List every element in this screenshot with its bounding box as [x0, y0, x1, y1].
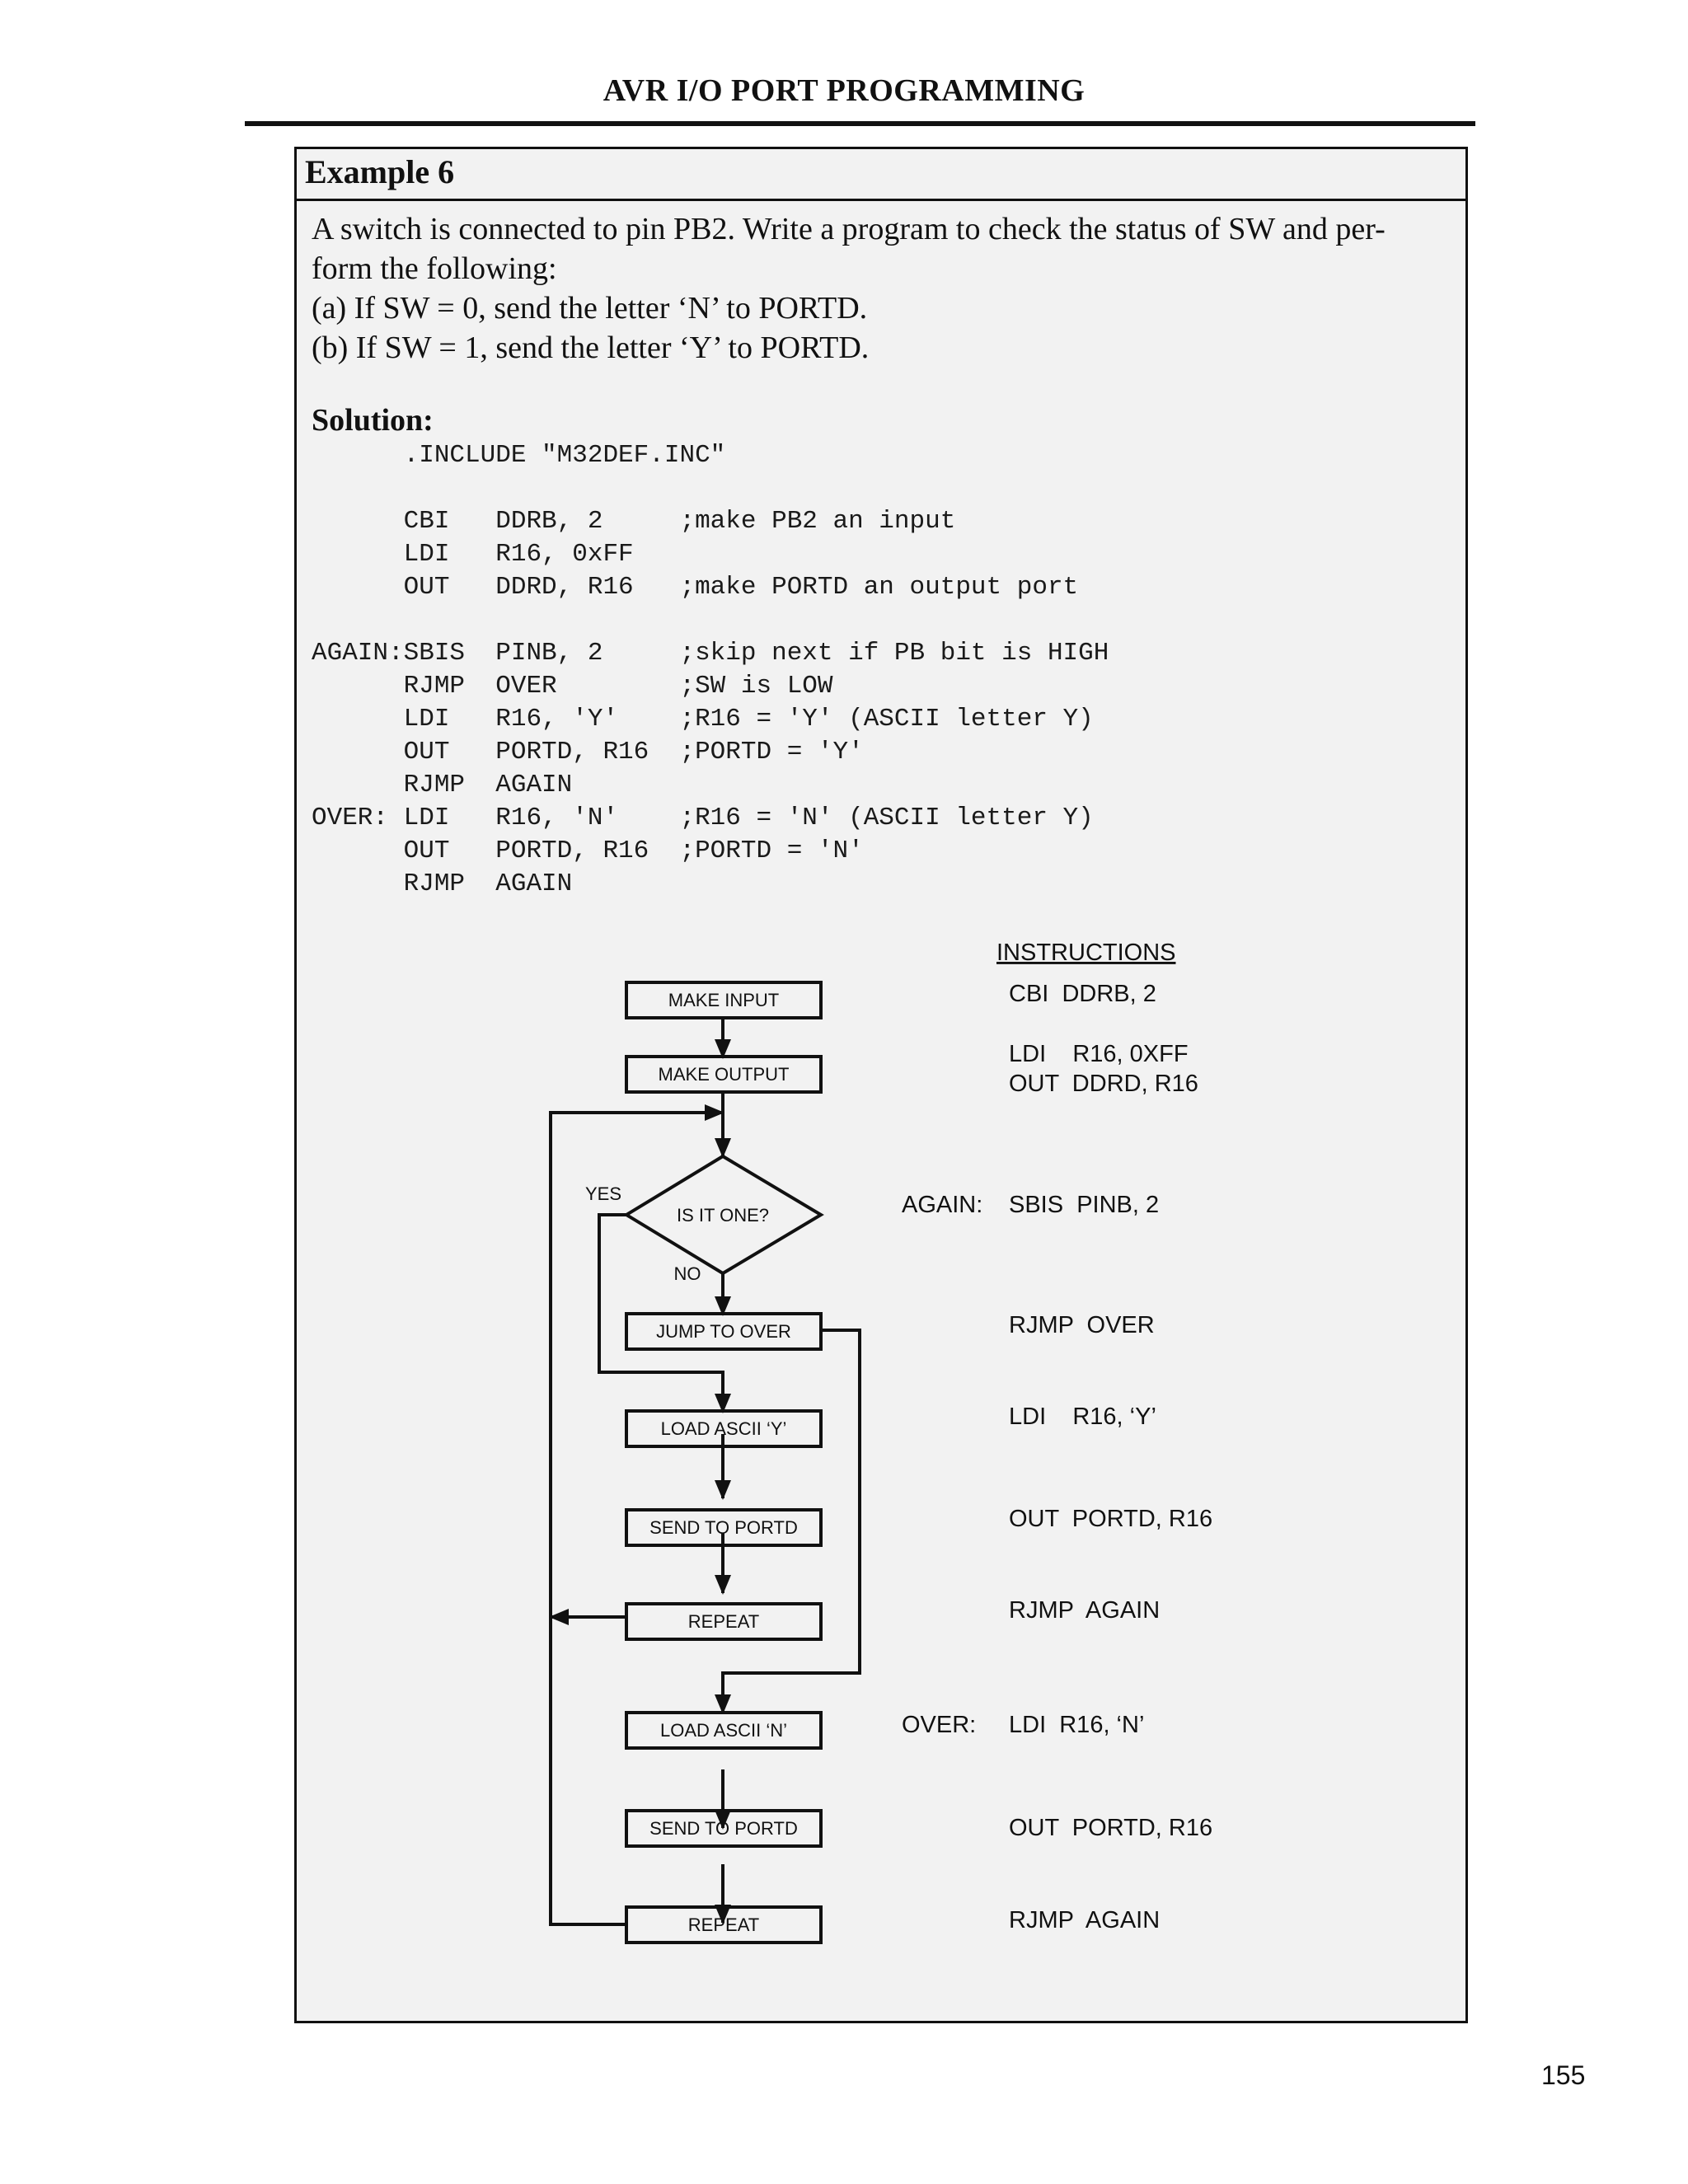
box-label-repeat-2: REPEAT: [687, 1915, 760, 1935]
instruction-rjmp-again-1: RJMP AGAIN: [1009, 1597, 1160, 1624]
box-label-send-portd-2: SEND TO PORTD: [649, 1818, 798, 1839]
decision-label: IS IT ONE?: [676, 1205, 770, 1226]
code-line: .INCLUDE "M32DEF.INC": [312, 441, 726, 470]
code-line: RJMP AGAIN: [312, 869, 573, 898]
page-number: 155: [1541, 2060, 1586, 2090]
instruction-ldi-y: LDI R16, ‘Y’: [1009, 1404, 1156, 1430]
page-header-title: AVR I/O PORT PROGRAMMING: [603, 73, 1085, 108]
yes-label: YES: [584, 1183, 622, 1204]
code-line: LDI R16, 'Y' ;R16 = 'Y' (ASCII letter Y): [312, 705, 1094, 733]
label-over: OVER:: [902, 1712, 977, 1738]
code-line: OUT DDRD, R16 ;make PORTD an output port: [312, 573, 1079, 602]
box-label-jump-over: JUMP TO OVER: [656, 1321, 791, 1342]
code-line: RJMP OVER ;SW is LOW: [312, 672, 833, 701]
solution-heading: Solution:: [312, 403, 434, 438]
instruction-rjmp-over: RJMP OVER: [1009, 1312, 1155, 1338]
code-line: AGAIN:SBIS PINB, 2 ;skip next if PB bit is HIGH: [312, 639, 1109, 668]
box-label-send-portd-1: SEND TO PORTD: [649, 1517, 798, 1538]
code-line: OVER: LDI R16, 'N' ;R16 = 'N' (ASCII letter Y): [312, 804, 1094, 832]
code-line: RJMP AGAIN: [312, 771, 573, 799]
box-label-load-n: LOAD ASCII ‘N’: [659, 1720, 788, 1741]
instruction-rjmp-again-2: RJMP AGAIN: [1009, 1907, 1160, 1933]
instruction-ldi-n: LDI R16, ‘N’: [1009, 1712, 1145, 1738]
box-label-make-output: MAKE OUTPUT: [658, 1064, 790, 1085]
instruction-ldi-ff: LDI R16, 0XFF: [1009, 1041, 1189, 1067]
problem-line: (b) If SW = 1, send the letter ‘Y’ to PORTD.: [312, 330, 870, 365]
instruction-cbi: CBI DDRB, 2: [1009, 981, 1156, 1007]
label-again: AGAIN:: [902, 1192, 983, 1218]
instruction-out-ddrd: OUT DDRD, R16: [1009, 1071, 1198, 1097]
code-line: OUT PORTD, R16 ;PORTD = 'Y': [312, 738, 864, 766]
example-title: Example 6: [305, 153, 455, 190]
problem-line: A switch is connected to pin PB2. Write a program to check the status of SW and per-: [312, 212, 1386, 246]
instructions-heading: INSTRUCTIONS: [996, 940, 1176, 966]
code-line: OUT PORTD, R16 ;PORTD = 'N': [312, 837, 864, 865]
problem-line: (a) If SW = 0, send the letter ‘N’ to PORTD.: [312, 291, 868, 326]
code-line: CBI DDRB, 2 ;make PB2 an input: [312, 507, 956, 536]
box-label-repeat-1: REPEAT: [687, 1611, 760, 1632]
instruction-sbis: SBIS PINB, 2: [1009, 1192, 1160, 1218]
instruction-out-portd-1: OUT PORTD, R16: [1009, 1506, 1213, 1532]
no-label: NO: [673, 1263, 701, 1284]
code-line: LDI R16, 0xFF: [312, 540, 634, 569]
problem-line: form the following:: [312, 251, 557, 286]
box-label-load-y: LOAD ASCII ‘Y’: [660, 1418, 787, 1439]
instruction-out-portd-2: OUT PORTD, R16: [1009, 1815, 1213, 1841]
box-label-make-input: MAKE INPUT: [668, 990, 780, 1010]
